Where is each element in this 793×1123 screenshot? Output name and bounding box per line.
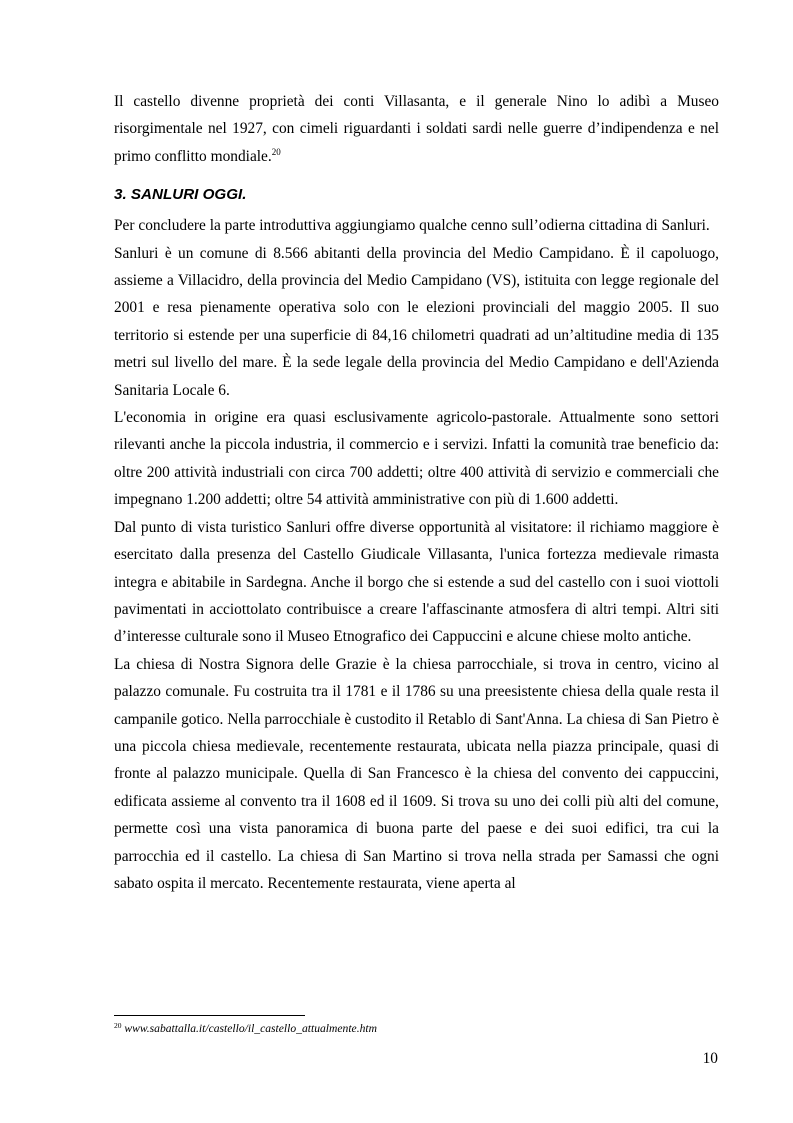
intro-paragraph [114,88,719,170]
paragraph-tourism: Dal punto di vista turistico Sanluri offre diverse opportunità al visitatore: il richiamo maggiore è esercitato dalla presenza del Castello Giudicale Villasanta, l'unica fortezza medievale rimasta integra e abitabile in Sardegna. Anche il borgo che si estende a sud del castello con i suoi viottoli pavimentati in acciottolato contribuisce a creare l'affascinante atmosfera di altri tempi. Altri siti d’interesse culturale sono il Museo Etnografico dei Cappuccini e alcune chiese molto antiche. [114,518,719,646]
page-body [114,88,719,897]
section-heading: 3. SANLURI OGGI. [114,186,247,204]
footnote-reference[interactable]: 20 [271,146,281,157]
footnote [114,1021,719,1036]
paragraph-conclusion: Per concludere la parte introduttiva aggiungiamo qualche cenno sull’odierna cittadina di Sanluri. [114,217,710,235]
page-number: 10 [702,1050,718,1067]
paragraph-churches: La chiesa di Nostra Signora delle Grazie è la chiesa parrocchiale, si trova in centro, vicino al palazzo comunale. Fu costruita tra il 1781 e il 1786 su una preesistente chiesa della quale resta il campanile gotico. Nella parrocchiale è custodito il Retablo di Sant'Anna. La chiesa di San Pietro è una piccola chiesa medievale, recentemente restaurata, ubicata nella piazza principale, quasi di fronte al palazzo municipale. Quella di San Francesco è la chiesa del convento dei cappuccini, edificata assieme al convento tra il 1608 ed il 1609. Si trova su uno dei colli più alti del comune, permette così una vista panoramica di buona parte del paese e dei suoi edifici, tra cui la parrocchia ed il castello. La chiesa di San Martino si trova nella strada per Samassi che ogni sabato ospita il mercato. Recentemente restaurata, viene aperta al [114,655,719,892]
paragraph-demographics: Sanluri è un comune di 8.566 abitanti della provincia del Medio Campidano. È il capoluogo, assieme a Villacidro, della provincia del Medio Campidano (VS), istituita con legge regionale del 2001 e resa pienamente operativa solo con le elezioni provinciali del maggio 2005. Il suo territorio si estende per una superficie di 84,16 chilometri quadrati ad un’altitudine media di 135 metri sul livello del mare. È la sede legale della provincia del Medio Campidano e dell'Azienda Sanitaria Locale 6. [114,244,719,399]
footnote-divider [114,1015,305,1016]
footnote-number: 20 [114,1021,122,1030]
intro-text: Il castello divenne proprietà dei conti Villasanta, e il generale Nino lo adibì a Museo risorgimentale nel 1927, con cimeli riguardanti i soldati sardi nelle guerre d’indipendenza e nel primo conflitto mondiale. [114,93,719,165]
paragraph-economy: L'economia in origine era quasi esclusivamente agricolo-pastorale. Attualmente sono settori rilevanti anche la piccola industria, il commercio e i servizi. Infatti la comunità trae beneficio da: oltre 200 attività industriali con circa 700 addetti; oltre 400 attività di servizio e commerciali che impegnano 1.200 addetti; oltre 54 attività amministrative con più di 1.600 addetti. [114,409,719,509]
footnote-url[interactable]: www.sabattalla.it/castello/il_castello_attualmente.htm [124,1022,377,1035]
